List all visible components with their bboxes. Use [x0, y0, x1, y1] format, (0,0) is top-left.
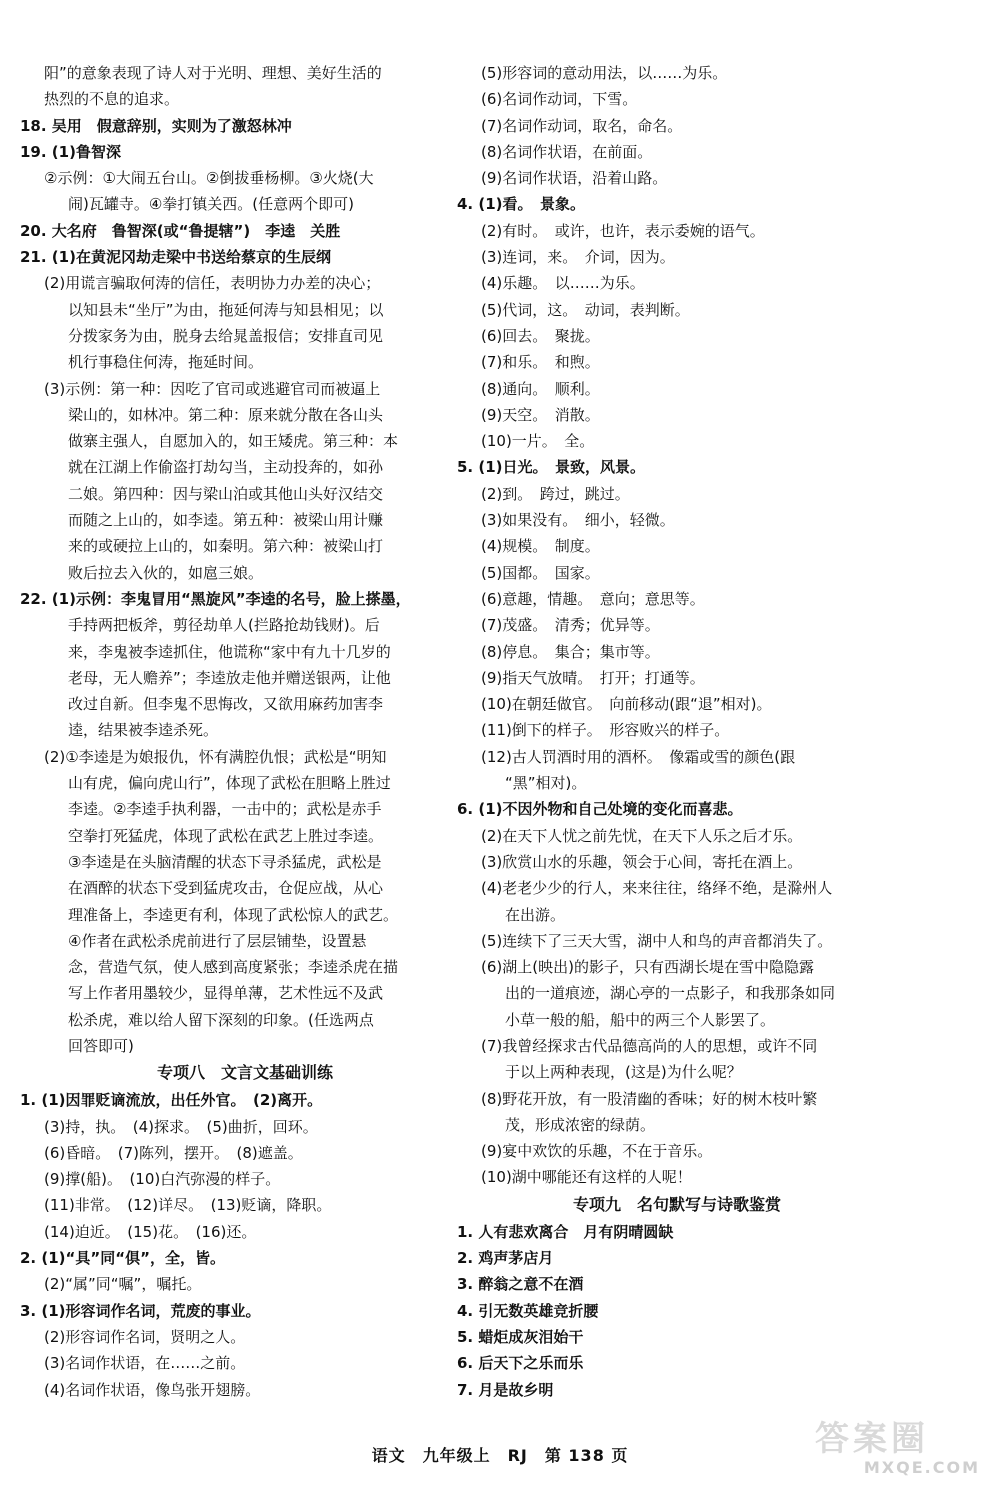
- section-heading: 专项九 名句默写与诗歌鉴赏: [572, 1194, 781, 1214]
- answer-line: (8)名词作状语，在前面。: [481, 142, 653, 161]
- answer-line: 4. (1)看。 景象。: [457, 195, 586, 214]
- left-column: [20, 60, 470, 1403]
- answer-line: 7. 月是故乡明: [457, 1380, 554, 1399]
- answer-line: (9)指天气放晴。 打开；打通等。: [481, 668, 705, 687]
- answer-line: (11)倒下的样子。 形容败兴的样子。: [481, 721, 730, 740]
- answer-line: 阳”的意象表现了诗人对于光明、理想、美好生活的: [44, 64, 382, 82]
- answer-line: (2)在天下人忧之前先忧，在天下人乐之后才乐。: [481, 826, 803, 845]
- answer-line: (6)昏暗。 (7)陈列，摆开。 (8)遮盖。: [44, 1143, 303, 1162]
- answer-line: (5)国都。 国家。: [481, 563, 600, 582]
- answer-line: 6. 后天下之乐而乐: [457, 1354, 584, 1373]
- answer-line: ②示例：①大闹五台山。②倒拔垂杨柳。③火烧(大: [44, 169, 374, 188]
- answer-line: 老母，无人赡养”；李逵放走他并赠送银两，让他: [68, 668, 391, 687]
- answer-line: 在出游。: [505, 905, 566, 924]
- answer-line: (7)和乐。 和煦。: [481, 353, 600, 372]
- watermark-logo: [815, 1420, 980, 1482]
- answer-line: (4)名词作状语，像鸟张开翅膀。: [44, 1380, 261, 1399]
- answer-line: (3)示例：第一种：因吃了官司或逃避官司而被逼上: [44, 379, 381, 398]
- answer-line: (5)代词，这。 动词，表判断。: [481, 300, 690, 319]
- answer-line: ③李逵是在头脑清醒的状态下寻杀猛虎，武松是: [68, 852, 382, 871]
- answer-line: (2)到。 跨过，跳过。: [481, 484, 630, 503]
- answer-line: (3)欣赏山水的乐趣，领会于心间，寄托在酒上。: [481, 852, 803, 871]
- answer-line: 梁山的，如林冲。第二种：原来就分散在各山头: [68, 405, 384, 424]
- answer-line: 于以上两种表现，(这是)为什么呢？: [505, 1063, 742, 1082]
- answer-line: (9)撑(船)。 (10)白汽弥漫的样子。: [44, 1170, 281, 1189]
- answer-line: (8)停息。 集合；集市等。: [481, 642, 660, 661]
- answer-line: 22. (1)示例：李鬼冒用“黑旋风”李逵的名号，脸上搽墨，: [20, 589, 411, 608]
- answer-line: 败后拉去入伙的，如扈三娘。: [68, 563, 264, 582]
- answer-line: (10)在朝廷做官。 向前移动(跟“退”相对)。: [481, 695, 772, 714]
- answer-line: 回答即可): [68, 1036, 134, 1055]
- answer-line: 3. 醉翁之意不在酒: [457, 1275, 584, 1294]
- answer-line: 分拨家务为由，脱身去给晁盖报信；安排直司见: [68, 326, 384, 345]
- answer-line: (4)乐趣。 以……为乐。: [481, 274, 645, 293]
- answer-line: 念，营造气氛，使人感到高度紧张；李逵杀虎在描: [68, 958, 399, 977]
- answer-line: 逵，结果被李逵杀死。: [68, 721, 219, 740]
- answer-line: ④作者在武松杀虎前进行了层层铺垫，设置悬: [68, 931, 367, 950]
- page-footer: 语文 九年级上 RJ 第 138 页: [371, 1446, 629, 1465]
- answer-line: (11)非常。 (12)详尽。 (13)贬谪，降职。: [44, 1196, 332, 1215]
- answer-line: (2)形容词作名词，贤明之人。: [44, 1327, 246, 1346]
- answer-line: 理准备上，李逵更有利，体现了武松惊人的武艺。: [68, 905, 399, 924]
- answer-line: 就在江湖上作偷盗打劫勾当，主动投奔的，如孙: [68, 458, 384, 477]
- answer-line: (3)持，执。 (4)探求。 (5)曲折，回环。: [44, 1117, 318, 1136]
- answer-line: 茂，形成浓密的绿荫。: [505, 1115, 656, 1134]
- answer-line: 5. (1)日光。 景致，风景。: [457, 458, 646, 477]
- answer-line: (3)如果没有。 细小，轻微。: [481, 511, 675, 530]
- answer-line: 20. 大名府 鲁智深(或“鲁提辖”) 李逵 关胜: [20, 221, 341, 240]
- section-heading: 专项八 文言文基础训练: [156, 1063, 333, 1083]
- answer-line: 写上作者用墨较少，显得单薄，艺术性远不及武: [68, 984, 384, 1003]
- answer-line: 2. 鸡声茅店月: [457, 1249, 554, 1268]
- answer-line: 小草一般的船，船中的两三个人影罢了。: [505, 1010, 776, 1029]
- answer-line: 而随之上山的，如李逵。第五种：被梁山用计赚: [68, 511, 384, 530]
- answer-line: 3. (1)形容词作名词，荒废的事业。: [20, 1301, 261, 1320]
- answer-line: (2)“属”同“嘱”，嘱托。: [44, 1275, 202, 1294]
- answer-line: 18. 吴用 假意辞别，实则为了激怒林冲: [20, 116, 292, 135]
- answer-line: 1. 人有悲欢离合 月有阴晴圆缺: [457, 1222, 674, 1241]
- answer-line: 来，李鬼被李逵抓住，他谎称“家中有九十几岁的: [68, 642, 391, 661]
- answer-line: (5)连续下了三天大雪，湖中人和鸟的声音都消失了。: [481, 931, 833, 950]
- answer-line: (6)名词作动词，下雪。: [481, 90, 638, 109]
- answer-line: (6)意趣，情趣。 意向；意思等。: [481, 589, 705, 608]
- answer-line: (9)名词作状语，沿着山路。: [481, 169, 668, 188]
- answer-line: (6)湖上(映出)的影子，只有西湖长堤在雪中隐隐露: [481, 958, 814, 977]
- answer-line: (4)规模。 制度。: [481, 537, 600, 556]
- answer-line: 松杀虎，难以给人留下深刻的印象。(任选两点: [68, 1010, 374, 1029]
- answer-line: 机行事稳住何涛，拖延时间。: [68, 353, 264, 372]
- answer-line: (12)古人罚酒时用的酒杯。 像霜或雪的颜色(跟: [481, 747, 796, 766]
- answer-line: 山有虎，偏向虎山行”，体现了武松在胆略上胜过: [68, 774, 391, 793]
- answer-line: (6)回去。 聚拢。: [481, 326, 600, 345]
- answer-line: 李逵。②李逵手执利器，一击中的；武松是赤手: [68, 800, 382, 819]
- answer-line: 以知县未“坐厅”为由，拖延何涛与知县相见；以: [68, 300, 384, 319]
- answer-line: 二娘。第四种：因与梁山泊或其他山头好汉结交: [68, 484, 384, 503]
- answer-line: 6. (1)不因外物和自己处境的变化而喜悲。: [457, 800, 743, 819]
- answer-line: 热烈的不息的追求。: [44, 90, 180, 109]
- answer-line: 1. (1)因罪贬谪流放，出任外官。 (2)离开。: [20, 1091, 323, 1110]
- answer-line: 4. 引无数英雄竞折腰: [457, 1301, 599, 1320]
- answer-line: (4)老老少少的行人，来来往往，络绎不绝，是滁州人: [481, 879, 833, 898]
- right-column: [457, 60, 897, 1403]
- answer-line: (7)名词作动词，取名，命名。: [481, 116, 683, 135]
- answer-line: (9)天空。 消散。: [481, 405, 600, 424]
- answer-line: (7)我曾经探求古代品德高尚的人的思想，或许不同: [481, 1036, 818, 1055]
- answer-line: 手持两把板斧，剪径劫单人(拦路抢劫钱财)。后: [68, 616, 380, 635]
- answer-line: (2)有时。 或许，也许，表示委婉的语气。: [481, 221, 765, 240]
- answer-line: 2. (1)“具”同“俱”，全，皆。: [20, 1249, 225, 1268]
- answer-line: 闹)瓦罐寺。④拳打镇关西。(任意两个即可): [68, 195, 355, 214]
- answer-line: (7)茂盛。 清秀；优异等。: [481, 616, 660, 635]
- answer-line: 19. (1)鲁智深: [20, 142, 121, 161]
- answer-line: (3)连词，来。 介词，因为。: [481, 248, 675, 267]
- answer-line: (2)用谎言骗取何涛的信任，表明协力办差的决心；: [44, 274, 381, 293]
- answer-line: 来的或硬拉上山的，如秦明。第六种：被梁山打: [68, 537, 384, 556]
- answer-line: 出的一道痕迹，湖心亭的一点影子，和我那条如同: [505, 984, 836, 1003]
- answer-line: (8)通向。 顺利。: [481, 379, 600, 398]
- answer-line: 改过自新。但李鬼不思悔改，又欲用麻药加害李: [68, 695, 384, 714]
- watermark-text: 答案圈: [815, 1419, 929, 1459]
- answer-line: (10)一片。 全。: [481, 432, 595, 451]
- answer-line: (14)迫近。 (15)花。 (16)还。: [44, 1222, 257, 1241]
- answer-line: 21. (1)在黄泥冈劫走梁中书送给蔡京的生辰纲: [20, 248, 331, 267]
- answer-line: (8)野花开放，有一股清幽的香味；好的树木枝叶繁: [481, 1089, 818, 1108]
- answer-line: (3)名词作状语，在……之前。: [44, 1354, 246, 1373]
- answer-line: 在酒醉的状态下受到猛虎攻击，仓促应战，从心: [68, 879, 384, 898]
- answer-line: (5)形容词的意动用法，以……为乐。: [481, 64, 728, 82]
- answer-line: (2)①李逵是为娘报仇，怀有满腔仇恨；武松是“明知: [44, 747, 387, 766]
- answer-line: 5. 蜡炬成灰泪始干: [457, 1327, 584, 1346]
- watermark-url: MXQE.COM: [863, 1458, 980, 1477]
- answer-line: (10)湖中哪能还有这样的人呢！: [481, 1168, 692, 1187]
- answer-line: 做寨主强人，自愿加入的，如王矮虎。第三种：本: [68, 432, 399, 451]
- answer-line: “黑”相对)。: [505, 774, 587, 793]
- answer-line: (9)宴中欢饮的乐趣，不在于音乐。: [481, 1142, 713, 1161]
- answer-line: 空拳打死猛虎，体现了武松在武艺上胜过李逵。: [68, 826, 384, 845]
